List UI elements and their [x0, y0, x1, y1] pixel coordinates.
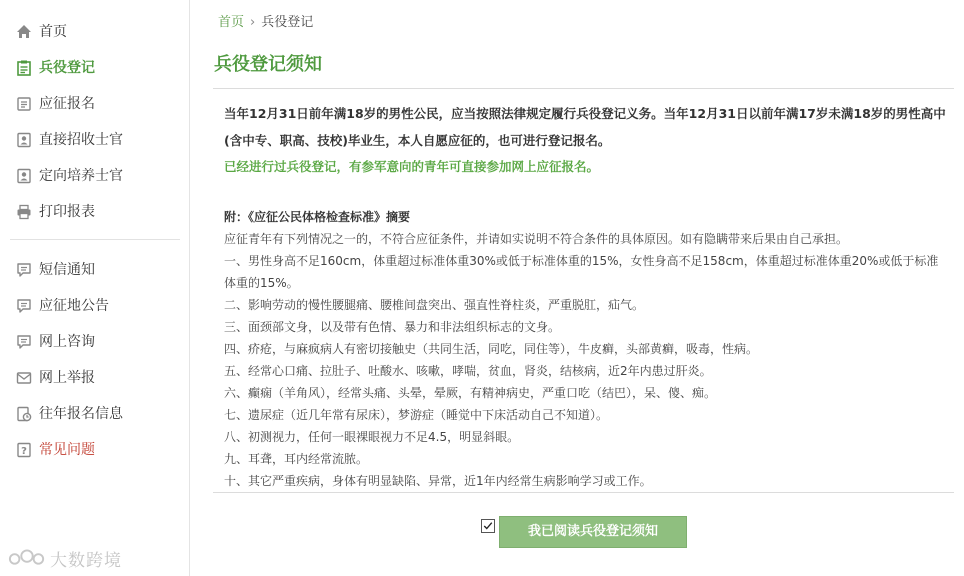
list-item: 九、耳聋，耳内经常流脓。: [224, 452, 369, 466]
breadcrumb-current: 兵役登记: [261, 15, 314, 30]
watermark-logo-icon: [8, 547, 46, 569]
person-badge-icon: [16, 132, 32, 148]
agree-row: [481, 516, 691, 548]
sidebar-item-label: 直接招收士官: [39, 132, 123, 148]
sidebar-item-label: 往年报名信息: [39, 406, 123, 422]
sidebar-item-label: 应征地公告: [39, 298, 109, 314]
list-item: 五、经常心口痛、拉肚子、吐酸水、咳嗽，哮喘，贫血，肾炎，结核病，近2年内患过肝炎。: [224, 364, 712, 378]
breadcrumb: [218, 13, 313, 33]
sidebar-item-history[interactable]: [0, 396, 189, 432]
message-icon: [16, 298, 32, 314]
sidebar-item-label: 应征报名: [39, 96, 95, 112]
home-icon: [16, 24, 32, 40]
mail-icon: [16, 370, 32, 386]
message-icon: [16, 262, 32, 278]
sidebar-item-direct-nco[interactable]: [0, 122, 189, 158]
history-icon: [16, 406, 32, 422]
check-icon: [483, 521, 493, 531]
sidebar-item-faq[interactable]: [0, 432, 189, 468]
sidebar-item-directed-nco[interactable]: [0, 158, 189, 194]
register-icon: [16, 60, 32, 76]
list-item: 一、男性身高不足160cm，体重超过标准体重30%或低于标准体重的15%，女性身高不足158cm，体重超过标准体重20%或低于标准体重的15%。: [224, 254, 939, 290]
sidebar-item-label: 网上举报: [39, 370, 95, 386]
sidebar-divider: [10, 239, 180, 240]
list-item: 七、遗尿症（近几年常有尿床），梦游症（睡觉中下床活动自己不知道）。: [224, 408, 609, 422]
page-title: 兵役登记须知: [214, 54, 322, 75]
sidebar-item-label: 首页: [39, 24, 67, 40]
content-divider: [213, 492, 954, 493]
agree-button[interactable]: 我已阅读兵役登记须知: [499, 516, 687, 548]
person-badge-icon: [16, 168, 32, 184]
list-item: 六、癫痫（羊角风），经常头痛、头晕，晕厥，有精神病史，严重口吃（结巴），呆、傻、痴。: [224, 386, 717, 400]
list-item: 八、初测视力，任何一眼裸眼视力不足4.5，明显斜眼。: [224, 430, 520, 444]
sidebar-item-label: 打印报表: [39, 204, 95, 220]
sidebar-item-consult[interactable]: [0, 324, 189, 360]
list-item: 三、面颈部文身，以及带有色情、暴力和非法组织标志的文身。: [224, 320, 561, 334]
question-icon: [16, 442, 32, 458]
list-item: 二、影响劳动的慢性腰腿痛、腰椎间盘突出、强直性脊柱炎，严重脱肛，疝气。: [224, 298, 645, 312]
sidebar: [0, 0, 190, 576]
agree-checkbox[interactable]: [481, 519, 495, 533]
sidebar-item-label: 定向培养士官: [39, 168, 123, 184]
sidebar-item-label: 常见问题: [39, 442, 95, 458]
sidebar-item-enlist[interactable]: [0, 86, 189, 122]
sidebar-item-register[interactable]: [0, 50, 189, 86]
breadcrumb-separator: ›: [250, 15, 256, 30]
list-item: 四、疥疮，与麻疯病人有密切接触史（共同生活，同吃，同住等），牛皮癣，头部黄癣，吸毒，性病。: [224, 342, 759, 356]
watermark: [8, 545, 122, 571]
notice-content: [224, 100, 946, 492]
notice-green-paragraph: 已经进行过兵役登记，有参军意向的青年可直接参加网上应征报名。: [224, 159, 600, 174]
sidebar-item-announcement[interactable]: [0, 288, 189, 324]
sidebar-item-print[interactable]: [0, 194, 189, 230]
sidebar-item-label: 网上咨询: [39, 334, 95, 350]
sidebar-item-home[interactable]: [0, 14, 189, 50]
form-icon: [16, 96, 32, 112]
sidebar-item-label: 短信通知: [39, 262, 95, 278]
message-icon: [16, 334, 32, 350]
sidebar-item-sms[interactable]: [0, 252, 189, 288]
appendix-intro: 应征青年有下列情况之一的，不符合应征条件，并请如实说明不符合条件的具体原因。如有隐瞒带来后果由自己承担。: [224, 232, 849, 246]
svg-text:?: ?: [21, 446, 27, 457]
title-divider: [213, 88, 954, 89]
watermark-text: 大数跨境: [50, 550, 122, 571]
appendix-title: 附：《应征公民体格检查标准》摘要: [224, 210, 411, 224]
sidebar-item-report[interactable]: [0, 360, 189, 396]
notice-main-paragraph: 当年12月31日前年满18岁的男性公民，应当按照法律规定履行兵役登记义务。当年12月31日以前年满17岁未满18岁的男性高中(含中专、职高、技校)毕业生，本人自愿应征的，也可进行登记报名。: [224, 106, 946, 148]
sidebar-item-label: 兵役登记: [39, 60, 95, 76]
list-item: 十、其它严重疾病，身体有明显缺陷、异常，近1年内经常生病影响学习或工作。: [224, 474, 652, 488]
breadcrumb-home-link[interactable]: 首页: [218, 15, 245, 30]
printer-icon: [16, 204, 32, 220]
